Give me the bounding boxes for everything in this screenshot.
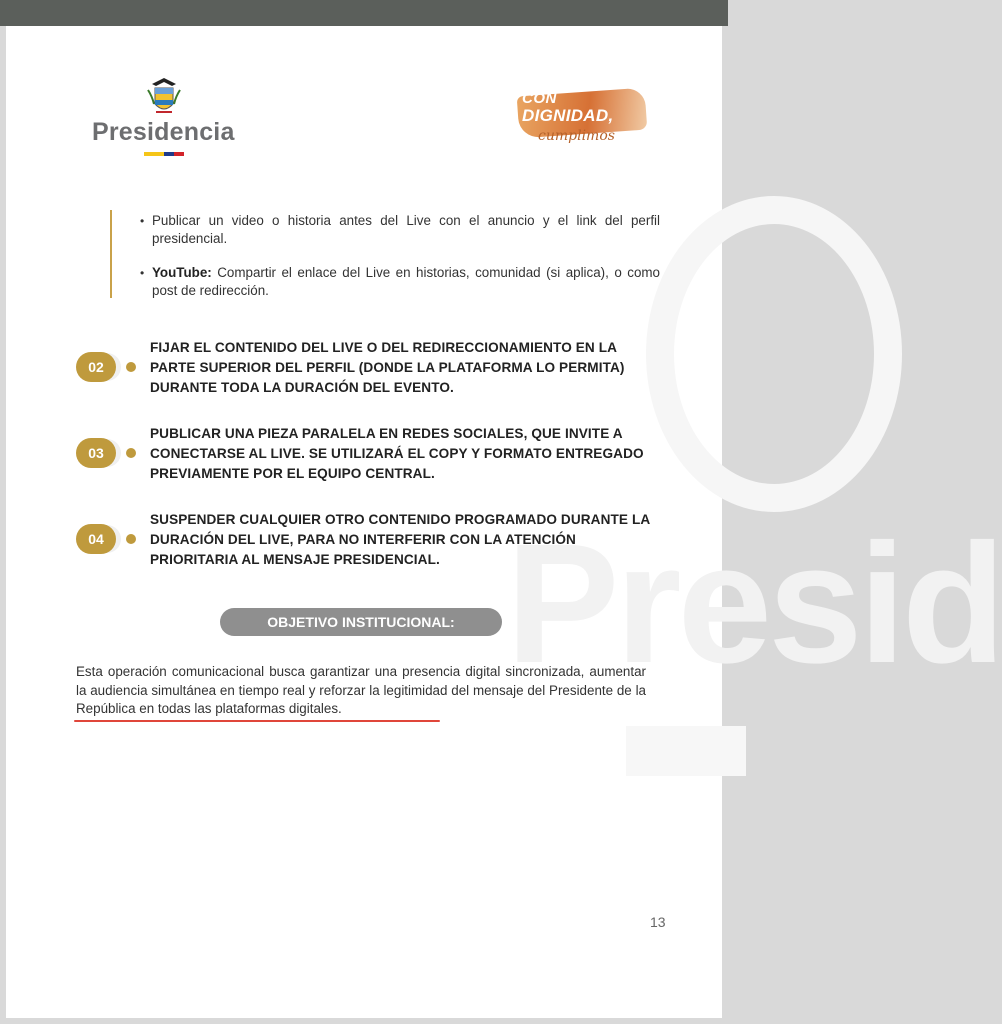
bullet-list bbox=[110, 212, 660, 316]
step-03 bbox=[76, 424, 696, 494]
con-dignidad-logo bbox=[508, 70, 658, 160]
list-item bbox=[110, 264, 660, 300]
step-number-badge: 03 bbox=[76, 438, 116, 468]
objective-heading: OBJETIVO INSTITUCIONAL: bbox=[220, 608, 502, 636]
step-dot-icon bbox=[126, 534, 136, 544]
step-04 bbox=[76, 510, 696, 580]
red-underline-annotation bbox=[74, 720, 440, 722]
step-number-badge: 04 bbox=[76, 524, 116, 554]
list-item bbox=[110, 212, 660, 248]
bullet-dot-icon: • bbox=[140, 266, 145, 280]
bullet-text: Compartir el enlace del Live en historias, comunidad (si aplica), o como post de redirección. bbox=[152, 265, 660, 298]
step-dot-icon bbox=[126, 362, 136, 372]
step-02 bbox=[76, 338, 696, 408]
presidencia-wordmark: Presidencia bbox=[92, 118, 235, 146]
step-dot-icon bbox=[126, 448, 136, 458]
step-text: FIJAR EL CONTENIDO DEL LIVE O DEL REDIRECCIONAMIENTO EN LA PARTE SUPERIOR DEL PERFIL (DONDE LA PLATAFORMA LO PERMITA) DURANTE TODA LA DURACIÓN DEL EVENTO. bbox=[150, 340, 625, 395]
watermark-text: Presid bbox=[506, 509, 1002, 699]
step-text: SUSPENDER CUALQUIER OTRO CONTENIDO PROGRAMADO DURANTE LA DURACIÓN DEL LIVE, PARA NO INTERFERIR CON LA ATENCIÓN PRIORITARIA AL MENSAJE PRESIDENCIAL. bbox=[150, 512, 650, 567]
colombia-flag-stripe bbox=[144, 152, 184, 156]
page-number: 13 bbox=[650, 914, 666, 930]
presidencia-logo bbox=[92, 74, 242, 184]
logo-line-dignidad: DIGNIDAD, bbox=[522, 106, 614, 125]
step-number-badge: 02 bbox=[76, 352, 116, 382]
step-text: PUBLICAR UNA PIEZA PARALELA EN REDES SOCIALES, QUE INVITE A CONECTARSE AL LIVE. SE UTILIZARÁ EL COPY Y FORMATO ENTREGADO PREVIAMENTE POR EL EQUIPO CENTRAL. bbox=[150, 426, 644, 481]
coat-of-arms-icon bbox=[144, 74, 184, 120]
bullet-strong-label: YouTube: bbox=[152, 265, 212, 280]
bullet-dot-icon: • bbox=[140, 214, 145, 228]
logo-line-con: CON bbox=[522, 90, 557, 107]
logo-line-cumplimos: cumplimos bbox=[538, 128, 615, 144]
watermark-bar bbox=[626, 726, 746, 776]
document-page bbox=[6, 26, 1002, 1018]
viewer-top-bar bbox=[0, 0, 728, 26]
bullet-text: Publicar un video o historia antes del Live con el anuncio y el link del perfil presidencial. bbox=[152, 213, 660, 246]
objective-paragraph: Esta operación comunicacional busca garantizar una presencia digital sincronizada, aumentar la audiencia simultánea en tiempo real y reforzar la legitimidad del mensaje del Presidente de la República en todas las plataformas digitales. bbox=[76, 664, 646, 716]
